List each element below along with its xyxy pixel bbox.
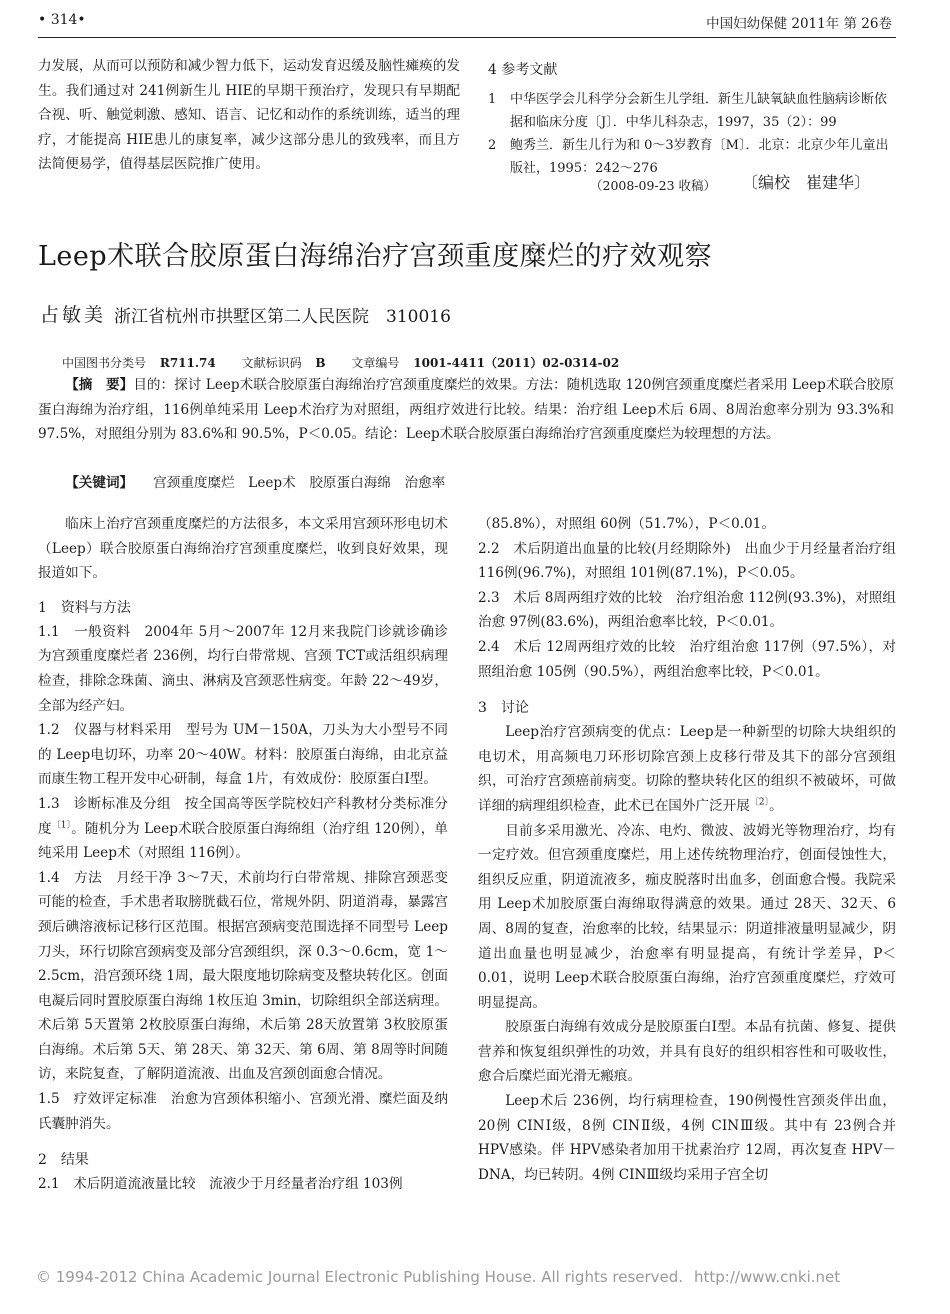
intro-paragraph: 临床上治疗宫颈重度糜烂的方法很多，本文采用宫颈环形电切术（Leep）联合胶原蛋白海绵治疗宫颈重度糜烂，收到良好效果，现报道如下。 [38, 516, 448, 582]
reference-number: 2 [488, 138, 497, 153]
prev-article-text: 力发展，从而可以预防和减少智力低下，运动发育迟缓及脑性瘫痪的发生。我们通过对 241例新生儿 HIE的早期干预治疗，发现只有早期配合视、听、触觉刺激、感知、语言、记忆和动作的系统训练，适当的理疗，才能提高 HIE患儿的康复率，减少这部分患儿的致残率，而且方法简便易学，值得基层医院推广使用。 [38, 58, 460, 173]
section-heading-discussion: 3 讨论 [478, 700, 529, 717]
paragraph-2-3: 2.3 术后 8周两组疗效的比较 治疗组治愈 112例(93.3%)，对照组治愈 97例(83.6%)，两组治愈率比较，P＜0.01。 [478, 589, 896, 631]
reference-text: 中华医学会儿科学分会新生儿学组．新生儿缺氧缺血性脑病诊断依据和临床分度〔J〕．中华儿科杂志，1997，35（2）：99 [510, 92, 888, 130]
paragraph-2-1: 2.1 术后阴道流液量比较 流液少于月经量者治疗组 103例 [38, 1176, 403, 1193]
references [488, 58, 898, 180]
reference-number: 1 [488, 92, 497, 107]
paragraph-1-2: 1.2 仪器与材料采用 型号为 UM－150A，刀头为大小型号不同的 Leep电切环，功率 20～40W。材料：胶原蛋白海绵，由北京益而康生物工程开发中心研制，每盒 1片，有效成份：胶原蛋白Ⅰ型。 [38, 722, 448, 788]
abstract-text: 目的：探讨 Leep术联合胶原蛋白海绵治疗宫颈重度糜烂的效果。方法：随机选取 120例宫颈重度糜烂者采用 Leep术联合胶原蛋白海绵为治疗组，116例单纯采用 Leep术治疗为对照组，两组疗效进行比较。结果：治疗组 Leep术后 6周、8周治愈率分别为 93.3%和 97.5%，对照组分别为 83.6%和 90.5%，P＜0.05。结论：Leep术联合胶原蛋白海绵治疗宫颈重度糜烂为较理想的方法。 [38, 377, 894, 443]
citation-1: 〔1〕 [51, 820, 72, 830]
keywords [38, 471, 894, 496]
clc-label: 中国图书分类号 [62, 356, 147, 370]
clc-code: R711.74 [159, 356, 216, 370]
p13-text-a: 1.3 诊断标准及分组 按全国高等医学院校妇产科教材分类标准分度 [38, 795, 448, 837]
d1-text-b: 。 [769, 797, 783, 814]
d1-text-a: Leep治疗宫颈病变的优点：Leep是一种新型的切除大块组织的电切术，用高频电刀环形切除宫颈上皮移行带及其下的部分宫颈组织，可治疗宫颈癌前病变。切除的整块转化区的组织不被破坏，可做详细的病理组织检查，此术已在国外广泛开展 [478, 724, 896, 814]
cnki-link[interactable]: http://www.cnki.net [694, 1268, 841, 1286]
p13-text-b: 。随机分为 Leep术联合胶原蛋白海绵组（治疗组 120例），单纯采用 Leep术（对照组 116例）。 [38, 820, 449, 862]
paragraph-2-4: 2.4 术后 12周两组疗效的比较 治疗组治愈 117例（97.5%），对照组治愈 105例（90.5%），两组治愈率比较，P＜0.01。 [478, 638, 896, 680]
paragraph-2-2: 2.2 术后阴道出血量的比较(月经期除外) 出血少于月经量者治疗组 116例(96.7%)，对照组 101例(87.1%)，P＜0.05。 [478, 540, 896, 582]
doc-code: B [315, 356, 326, 370]
author-affiliation: 浙江省杭州市拱墅区第二人民医院 310016 [114, 307, 451, 327]
copyright-notice: © 1994-2012 China Academic Journal Electronic Publishing House. All rights reserved. [36, 1268, 684, 1286]
article-number-label: 文章编号 [351, 356, 400, 370]
discussion-paragraph-1 [478, 720, 896, 818]
paragraph-1-5: 1.5 疗效评定标准 治愈为宫颈体积缩小、宫颈光滑、糜烂面及纳氏囊肿消失。 [38, 1091, 448, 1132]
paragraph-2-1-cont: （85.8%），对照组 60例（51.7%），P＜0.01。 [478, 516, 775, 532]
article-number: 1001-4411（2011）02-0314-02 [413, 356, 620, 370]
section-heading-methods: 1 资料与方法 [38, 599, 131, 616]
author-name: 占敏美 [40, 304, 107, 326]
article-meta [62, 354, 619, 371]
abstract-label: 【摘 要】 [65, 377, 134, 393]
paragraph-1-3 [38, 792, 448, 866]
paragraph-1-1: 1.1 一般资料 2004年 5月～2007年 12月来我院门诊就诊确诊为宫颈重度糜烂者 236例，均行白带常规、宫颈 TCT或活组织病理检查，排除念珠菌、滴虫、淋病及宫颈恶性病变。年龄 22～49岁，全部为经产妇。 [38, 623, 448, 714]
reference-text: 鲍秀兰．新生儿行为和 0～3岁教育〔M〕．北京：北京少年儿童出版社，1995：242～276 [510, 138, 889, 176]
discussion-paragraph-2: 目前多采用激光、冷冻、电灼、微波、波姆光等物理治疗，均有一定疗效。但宫颈重度糜烂，用上述传统物理治疗，创面侵蚀性大，组织反应重，阴道流液多，痂皮脱落时出血多，创面愈合慢。我院采用 Leep术加胶原蛋白海绵取得满意的效果。通过 28天、32天、6周、8周的复查，治愈率的比较，结果显示：阴道排液量明显减少，阴道出血量也明显减少，治愈率有明显提高，有统计学差异，P＜0.01，说明 Leep术联合胶原蛋白海绵，治疗宫颈重度糜烂，疗效可明显提高。 [478, 822, 896, 1011]
discussion-paragraph-3: 胶原蛋白海绵有效成分是胶原蛋白Ⅰ型。本品有抗菌、修复、提供营养和恢复组织弹性的功效，并具有良好的组织相容性和可吸收性，愈合后糜烂面光滑无瘢痕。 [478, 1019, 896, 1085]
section-heading-results: 2 结果 [38, 1152, 89, 1169]
citation-2: 〔2〕 [749, 797, 770, 808]
page-number: • 314• [38, 12, 86, 28]
abstract [38, 373, 894, 447]
article-title: Leep术联合胶原蛋白海绵治疗宫颈重度糜烂的疗效观察 [38, 241, 713, 272]
right-column [478, 512, 896, 1187]
discussion-paragraph-4: Leep术后 236例，均行病理检查，190例慢性宫颈炎伴出血，20例 CINⅠ级，8例 CINⅡ级，4例 CINⅢ级。其中有 23例合并 HPV感染。伴 HPV感染者加用干扰素治疗 12周，再次复查 HPV－DNA，均已转阴。4例 CINⅢ级均采用子宫全切 [478, 1093, 896, 1183]
editor-credit: 〔编校 崔建华〕 [742, 173, 871, 192]
reference-item [488, 88, 898, 134]
received-date: （2008-09-23 收稿） [590, 178, 717, 193]
doc-code-label: 文献标识码 [241, 356, 302, 370]
journal-name: 中国妇幼保健 2011年 第 26卷 [706, 16, 892, 32]
paragraph-1-4: 1.4 方法 月经干净 3～7天，术前均行白带常规、排除宫颈恶变可能的检查，手术患者取膀胱截石位，常规外阴、阴道消毒，暴露宫颈后碘溶液标记移行区范围。根据宫颈病变范围选择不同型号 Leep刀头，环行切除宫颈病变及部分宫颈组织，深 0.3～0.6cm，宽 1～2.5cm，沿宫颈环绕 1周，最大限度地切除病变及整块转化区。创面电凝后同时置胶原蛋白海绵 1枚压迫 3min，切除组织全部送病理。术后第 5天置第 2枚胶原蛋白海绵，术后第 28天放置第 3枚胶原蛋白海绵。术后第 5天、第 28天、第 32天、第 6周、第 8周等时间随访，来院复查，了解阴道流液、出血及宫颈创面愈合情况。 [38, 869, 448, 1083]
left-column [38, 512, 448, 1197]
header-rule [38, 37, 896, 38]
references-heading: 4 参考文献 [488, 62, 558, 78]
keywords-label: 【关键词】 [65, 475, 134, 491]
keywords-text: 宫颈重度糜烂 Leep术 胶原蛋白海绵 治愈率 [153, 475, 446, 491]
